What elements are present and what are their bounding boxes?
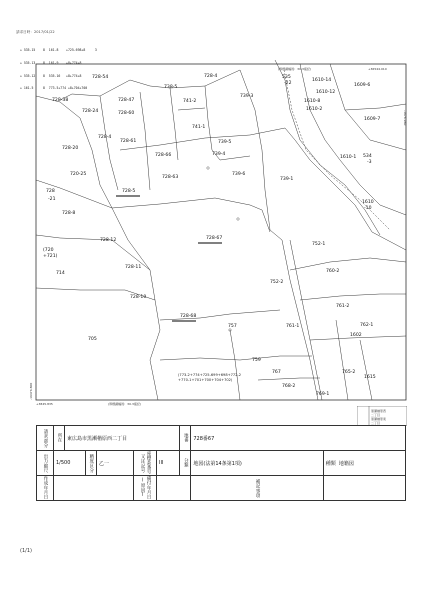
parcel-label: 752-1 — [312, 242, 326, 247]
info-label-precision: 精度区分 — [85, 451, 96, 476]
subject-parcel-marks — [116, 196, 222, 321]
legend-line: + 535-13 8 161-9 +8+774+8 — [20, 61, 82, 66]
info-coord-value: III — [157, 451, 180, 476]
legend-line: + 161-5 8 773-5+774 +8+704+700 — [20, 86, 88, 91]
parcel-label: -10 — [364, 206, 372, 211]
parcel-label: 728-5 — [122, 189, 136, 194]
parcel-label: 762-1 — [360, 323, 374, 328]
parcel-label: 728-4 — [98, 135, 112, 140]
corner-bottom-left-label: +3845.835 — [36, 402, 53, 406]
info-address-value: 東広島市黒瀬楢原西二丁目 — [65, 426, 180, 451]
parcel-label: 741-2 — [183, 99, 197, 104]
info-lot-value: 728番67 — [191, 426, 406, 451]
page-footer: (1/1) — [20, 548, 32, 554]
parcel-label: 739-5 — [218, 140, 232, 145]
compass-label-4: 二丁目 — [371, 421, 381, 425]
parcel-label: 768-2 — [282, 384, 296, 389]
parcel-label: 739-3 — [240, 94, 254, 99]
parcel-labels — [43, 73, 380, 397]
parcel-label: 728-24 — [82, 109, 99, 114]
parcel-label: 728 — [46, 189, 55, 194]
compass-label-2: 二丁目 — [371, 413, 381, 417]
info-label-lot: 地番 — [180, 426, 191, 451]
info-label-scale: 出力縮尺 — [37, 451, 54, 476]
map-frame — [36, 64, 406, 400]
info-table — [36, 425, 406, 501]
info-label-coord: 座標系番号又は記号 — [134, 451, 157, 476]
parcel-label: 728-54 — [92, 75, 109, 80]
info-created-value — [54, 476, 134, 501]
parcel-label: 534 — [363, 154, 372, 159]
info-row-dates — [37, 476, 406, 501]
print-date: 請求日時：2017/01/22 — [16, 30, 55, 34]
parcel-label: 728-4 — [204, 74, 218, 79]
corner-top-right-label: +36544.010 — [368, 67, 387, 71]
parcel-label: 1610-8 — [304, 99, 321, 104]
parcel-label: 1602 — [350, 333, 362, 338]
info-label-type: 種類 — [325, 460, 336, 467]
parcel-label: 738-5 — [164, 85, 178, 90]
info-label-installed: 備付年月日(原因) — [134, 476, 157, 501]
parcel-label: 1610 — [362, 200, 374, 205]
info-label-address: 所在 — [54, 426, 65, 451]
parcel-note-line: +770-1+701+700+704+702) — [178, 378, 233, 382]
corner-top-left-label: (界標識幅員：30.3後記) — [278, 67, 312, 71]
parcel-label: 739-6 — [232, 172, 246, 177]
info-label-remarks: 補記事項 — [191, 476, 323, 501]
parcel-label: 728-61 — [120, 139, 137, 144]
info-label-created: 作成年月日 — [37, 476, 54, 501]
compass-label-3: 黒瀬楢原東 — [371, 417, 387, 421]
parcel-label: 1610-14 — [312, 78, 332, 83]
info-label-request: 請求部分 — [37, 426, 54, 451]
info-row-request — [37, 426, 406, 451]
control-point — [207, 167, 209, 169]
parcel-label: 728-8 — [62, 211, 76, 216]
parcel-label: 1610-2 — [306, 107, 323, 112]
parcel-label: 728-38 — [52, 98, 69, 103]
parcel-label: 535 — [282, 75, 291, 80]
parcel-label: (720 — [43, 248, 54, 253]
parcel-label: 728-12 — [100, 238, 117, 243]
control-point — [237, 218, 239, 220]
parcel-label: 1609-6 — [354, 83, 371, 88]
parcel-label: 728-20 — [62, 146, 79, 151]
parcel-label: 728-66 — [155, 153, 172, 158]
parcel-label: 757 — [228, 324, 237, 329]
parcel-label: 728-10 — [130, 295, 147, 300]
parcel-label: 1609-7 — [364, 117, 381, 122]
parcel-label: 714 — [56, 271, 65, 276]
parcel-note — [178, 373, 242, 382]
parcel-label: 728-67 — [206, 236, 223, 241]
info-remarks-value — [323, 476, 405, 501]
parcel-label: -21 — [48, 197, 56, 202]
parcel-label: -3 — [367, 160, 372, 165]
parcel-label: 761-2 — [336, 304, 350, 309]
info-scale-value: 1/500 — [54, 451, 86, 476]
parcel-label: 728-68 — [180, 314, 197, 319]
parcel-label: 728-47 — [118, 98, 135, 103]
parcel-label: 1610-12 — [316, 90, 336, 95]
parcel-label: 760-2 — [326, 269, 340, 274]
parcel-label: -22 — [284, 81, 292, 86]
parcel-label: +721) — [43, 254, 58, 259]
parcel-label: 769-1 — [316, 392, 330, 397]
parcel-label: 1615 — [364, 375, 376, 380]
info-row-scale — [37, 451, 406, 476]
info-precision-value: 乙一 — [96, 451, 133, 476]
parcel-label: 728-60 — [118, 111, 135, 116]
parcel-label: 759 — [252, 358, 261, 363]
corner-left-label: -16476.800 — [29, 382, 33, 400]
parcel-label: 767 — [272, 370, 281, 375]
parcel-label: 765-2 — [342, 370, 356, 375]
legend-line: + 535-12 8 535-16 +8+774+8 — [20, 73, 82, 78]
parcel-label: 752-2 — [270, 280, 284, 285]
parcel-label: 741-1 — [192, 125, 206, 130]
district-compass — [357, 406, 407, 426]
legend-line: + 535-15 8 161-8 +725-698+8 3 — [20, 48, 97, 53]
info-type-cell — [323, 451, 405, 476]
parcel-label: 1610-1 — [340, 155, 357, 160]
compass-label-1: 黒瀬楢原西 — [371, 409, 387, 413]
info-type-value: 地籍図 — [338, 460, 354, 467]
info-category-value: 地図(法第14条第1項) — [191, 451, 323, 476]
info-installed-value — [157, 476, 191, 501]
parcel-label: 739-1 — [280, 177, 294, 182]
parcel-label: 739-4 — [212, 152, 226, 157]
parcel-label: 728-63 — [162, 175, 179, 180]
info-label-category: 分類 — [180, 451, 191, 476]
road-line — [284, 70, 390, 230]
parcel-label: 728-11 — [125, 265, 142, 270]
corner-right-label: -1676.960 — [403, 110, 407, 126]
corner-bottom-center-label: (界標識幅員：30.3後記) — [108, 402, 142, 406]
parcel-note-line: (773-2+774+725-699+698+772-2 — [178, 373, 242, 377]
parcel-label: 761-1 — [286, 324, 300, 329]
parcel-label: 720-25 — [70, 172, 87, 177]
parcel-label: 705 — [88, 337, 97, 342]
